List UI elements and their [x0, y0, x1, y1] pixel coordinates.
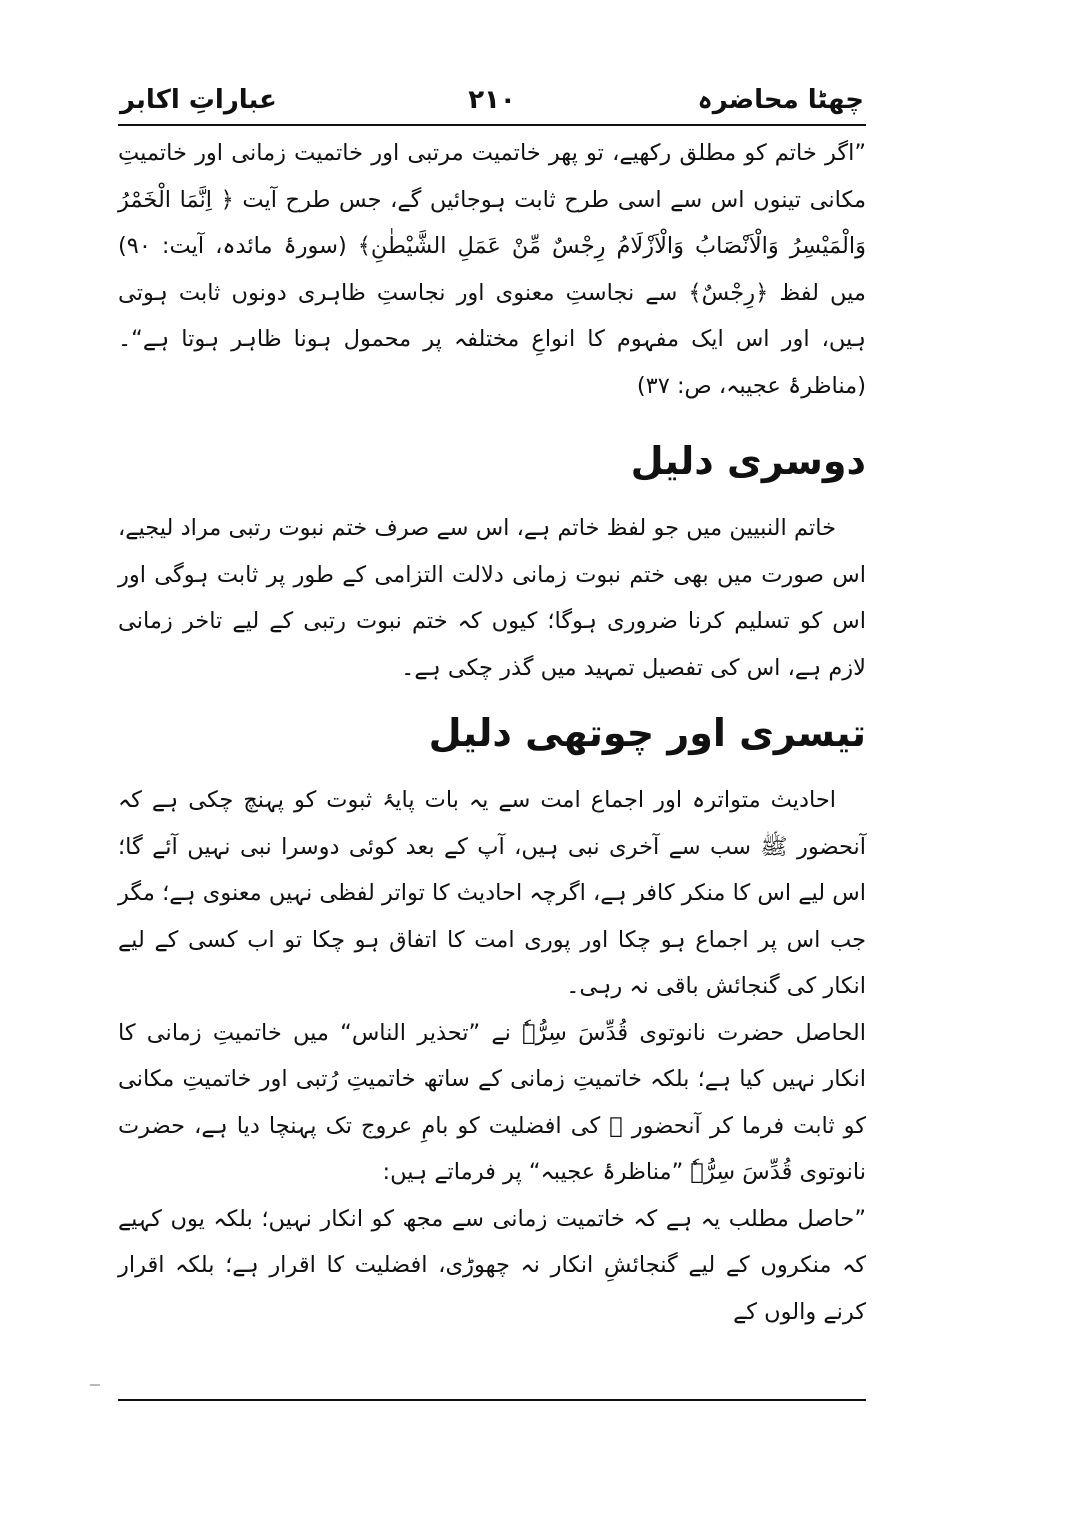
page-header: [118, 78, 866, 126]
third-fourth-proof-body: احادیث متواترہ اور اجماع امت سے یہ بات پایۂ ثبوت کو پہنچ چکی ہے کہ آنحضور ﷺ سب سے آخری نبی ہیں، آپ کے بعد کوئی دوسرا نبی نہیں آئے گا؛ اس لیے اس کا منکر کافر ہے، اگرچہ احادیث کا تواتر لفظی نہیں معنوی ہے؛ مگر جب اس پر اجماع ہو چکا اور پوری امت کا اتفاق ہو چکا تو اب کسی کے لیے انکار کی گنجائش باقی نہ رہی۔: [118, 787, 866, 999]
continued-quote: ”اگر خاتم کو مطلق رکھیے، تو پھر خاتمیت مرتبی اور خاتمیت زمانی اور خاتمیتِ مکانی تینوں اس سے اسی طرح ثابت ہوجائیں گے، جس طرح آیت ﴿ اِنَّمَا الْخَمْرُ وَالْمَیْسِرُ وَالْاَنْصَابُ وَالْاَزْلَامُ رِجْسٌ مِّنْ عَمَلِ الشَّیْطٰنِ﴾ (سورۂ مائدہ، آیت: ۹۰) میں لفظ ﴿رِجْسٌ﴾ سے نجاستِ معنوی اور نجاستِ ظاہری دونوں ثابت ہوتی ہیں، اور اس ایک مفہوم کا انواعِ مختلفہ پر محمول ہونا ظاہر ہوتا ہے“۔ (مناظرۂ عجیبہ، ص: ۳۷): [118, 140, 866, 399]
header-page-number: ۲۱۰: [468, 85, 516, 115]
book-page: [118, 78, 866, 1458]
section-heading-third-fourth-proof: تیسری اور چوتھی دلیل: [428, 711, 866, 755]
header-chapter: چھٹا محاضرہ: [697, 85, 864, 115]
scan-mark: [90, 1384, 100, 1386]
section-heading-second-proof: دوسری دلیل: [630, 439, 866, 483]
conclusion-paragraph: الحاصل حضرت نانوتوی قُدِّسَ سِرُّہٗ نے ”تحذیر الناس“ میں خاتمیتِ زمانی کا انکار نہیں کیا ہے؛ بلکہ خاتمیتِ زمانی کے ساتھ خاتمیتِ رُتبی اور خاتمیتِ مکانی کو ثابت فرما کر آنحضور ﷺ کی افضلیت کو بامِ عروج تک پہنچا دیا ہے، حضرت نانوتوی قُدِّسَ سِرُّہٗ ”مناظرۂ عجیبہ“ پر فرماتے ہیں:: [118, 1019, 866, 1185]
second-proof-body: خاتم النبیین میں جو لفظ خاتم ہے، اس سے صرف ختم نبوت رتبی مراد لیجیے، اس صورت میں بھی ختم نبوت زمانی دلالت التزامی کے طور پر ثابت ہوگی اور اس کو تسلیم کرنا ضروری ہوگا؛ کیوں کہ ختم نبوت رتبی کے لیے تاخر زمانی لازم ہے، اس کی تفصیل تمہید میں گذر چکی ہے۔: [118, 515, 866, 681]
footer-rule: [118, 1399, 866, 1401]
header-book-title: عباراتِ اکابر: [120, 85, 277, 115]
closing-quote: ”حاصل مطلب یہ ہے کہ خاتمیت زمانی سے مجھ کو انکار نہیں؛ بلکہ یوں کہیے کہ منکروں کے لیے گنجائشِ انکار نہ چھوڑی، افضلیت کا اقرار ہے؛ بلکہ اقرار کرنے والوں کے: [118, 1205, 866, 1325]
